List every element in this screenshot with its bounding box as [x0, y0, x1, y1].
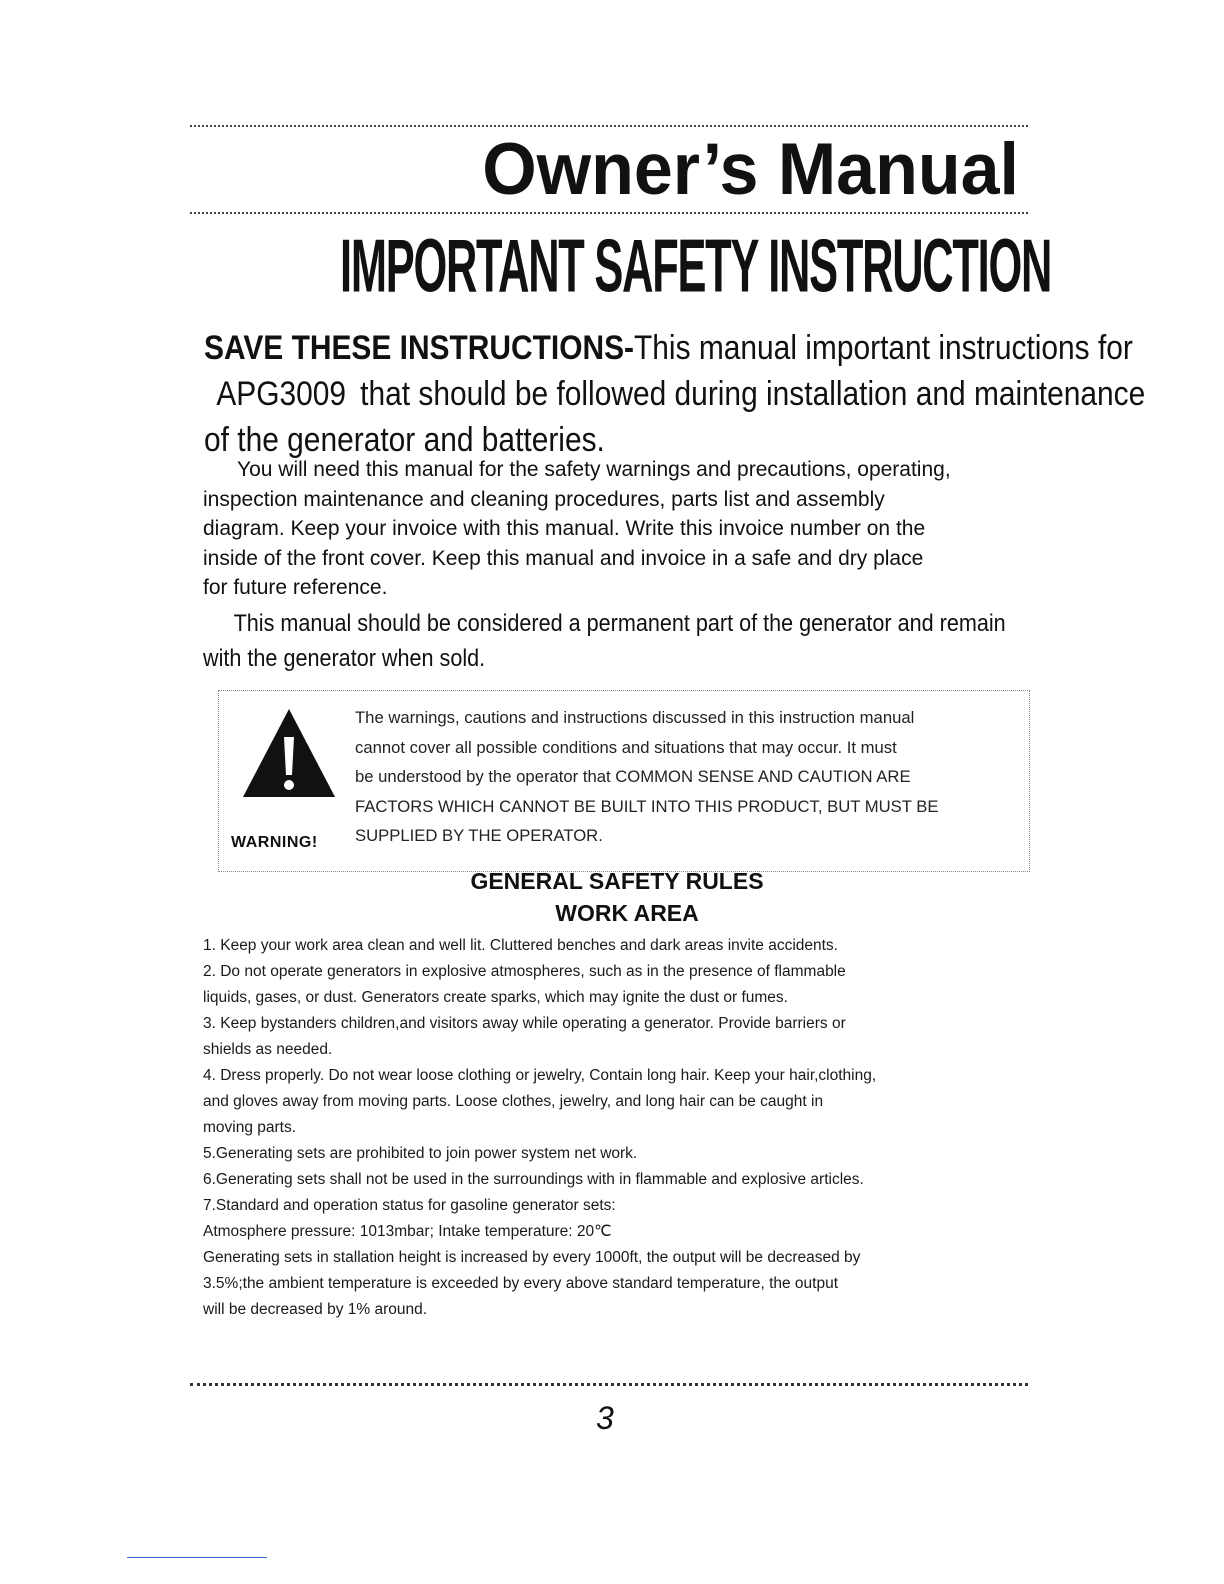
title-divider: [190, 212, 1028, 214]
paragraph-line: inside of the front cover. Keep this manual and invoice in a safe and dry place: [203, 546, 924, 570]
model-number: APG3009: [216, 375, 347, 413]
rule-line: Atmosphere pressure: 1013mbar; Intake temperature: 20℃: [203, 1223, 612, 1240]
rule-line: 7.Standard and operation status for gasoline generator sets:: [203, 1197, 616, 1214]
warning-label: WARNING!: [231, 834, 318, 851]
warning-box: [218, 690, 1030, 872]
page-title: Owner’s Manual: [482, 127, 1019, 210]
rule-line: 4. Dress properly. Do not wear loose clothing or jewelry, Contain long hair. Keep your hair,clothing,: [203, 1067, 877, 1084]
rule-line: Generating sets in stallation height is increased by every 1000ft, the output will be decreased by: [203, 1249, 861, 1266]
intro-block: [204, 325, 1146, 463]
rule-line: 1. Keep your work area clean and well lit. Cluttered benches and dark areas invite accidents.: [203, 937, 838, 954]
bottom-divider: [190, 1383, 1028, 1386]
section-heading: IMPORTANT SAFETY INSTRUCTION: [340, 223, 1052, 308]
warning-line: SUPPLIED BY THE OPERATOR.: [355, 826, 603, 845]
warning-line: cannot cover all possible conditions and situations that may occur. It must: [355, 737, 897, 757]
paragraph-manual-usage: [203, 455, 1053, 603]
rule-line: liquids, gases, or dust. Generators create sparks, which may ignite the dust or fumes.: [203, 989, 788, 1006]
paragraph-permanent-part: [203, 606, 1053, 676]
rule-line: shields as needed.: [203, 1041, 333, 1058]
rule-line: 3.5%;the ambient temperature is exceeded by every above standard temperature, the output: [203, 1275, 839, 1292]
intro-line-2: [204, 371, 1146, 417]
warning-line: be understood by the operator that COMMON SENSE AND CAUTION ARE: [355, 767, 911, 786]
top-divider: [190, 125, 1028, 127]
warning-triangle-icon: [241, 707, 337, 799]
paragraph-line: This manual should be considered a permanent part of the generator and remain: [233, 610, 1006, 637]
rule-line: and gloves away from moving parts. Loose clothes, jewelry, and long hair can be caught in: [203, 1093, 824, 1110]
warning-line: The warnings, cautions and instructions discussed in this instruction manual: [355, 708, 915, 727]
paragraph-line: diagram. Keep your invoice with this manual. Write this invoice number on the: [203, 517, 926, 540]
warning-text: [355, 703, 1015, 851]
page-number: 3: [596, 1400, 614, 1436]
warning-line: FACTORS WHICH CANNOT BE BUILT INTO THIS PRODUCT, BUT MUST BE: [355, 796, 939, 816]
paragraph-line: for future reference.: [203, 576, 388, 599]
save-instructions-lead: SAVE THESE INSTRUCTIONS-: [204, 329, 635, 367]
paragraph-line: inspection maintenance and cleaning procedures, parts list and assembly: [203, 487, 885, 511]
intro-line-1: [204, 325, 1133, 371]
intro-line-2-text: that should be followed during installation and maintenance: [360, 375, 1146, 413]
rule-line: 2. Do not operate generators in explosive atmospheres, such as in the presence of flammable: [203, 963, 846, 980]
scan-edge-mark: [127, 1557, 267, 1558]
general-safety-rules-heading: GENERAL SAFETY RULES: [470, 868, 764, 894]
paragraph-line: You will need this manual for the safety warnings and precautions, operating,: [237, 458, 951, 481]
intro-line-3: of the generator and batteries.: [204, 421, 605, 459]
rule-line: 6.Generating sets shall not be used in the surroundings with in flammable and explosive articles.: [203, 1171, 864, 1188]
rule-line: 3. Keep bystanders children,and visitors away while operating a generator. Provide barriers or: [203, 1015, 846, 1032]
rule-line: 5.Generating sets are prohibited to join power system net work.: [203, 1145, 638, 1162]
intro-line-1-text: This manual important instructions for: [634, 329, 1133, 367]
rule-line: will be decreased by 1% around.: [203, 1301, 428, 1318]
work-area-heading: WORK AREA: [555, 900, 699, 926]
paragraph-line: with the generator when sold.: [203, 645, 486, 672]
safety-rules-list: [203, 933, 1033, 1323]
rule-line: moving parts.: [203, 1119, 297, 1136]
